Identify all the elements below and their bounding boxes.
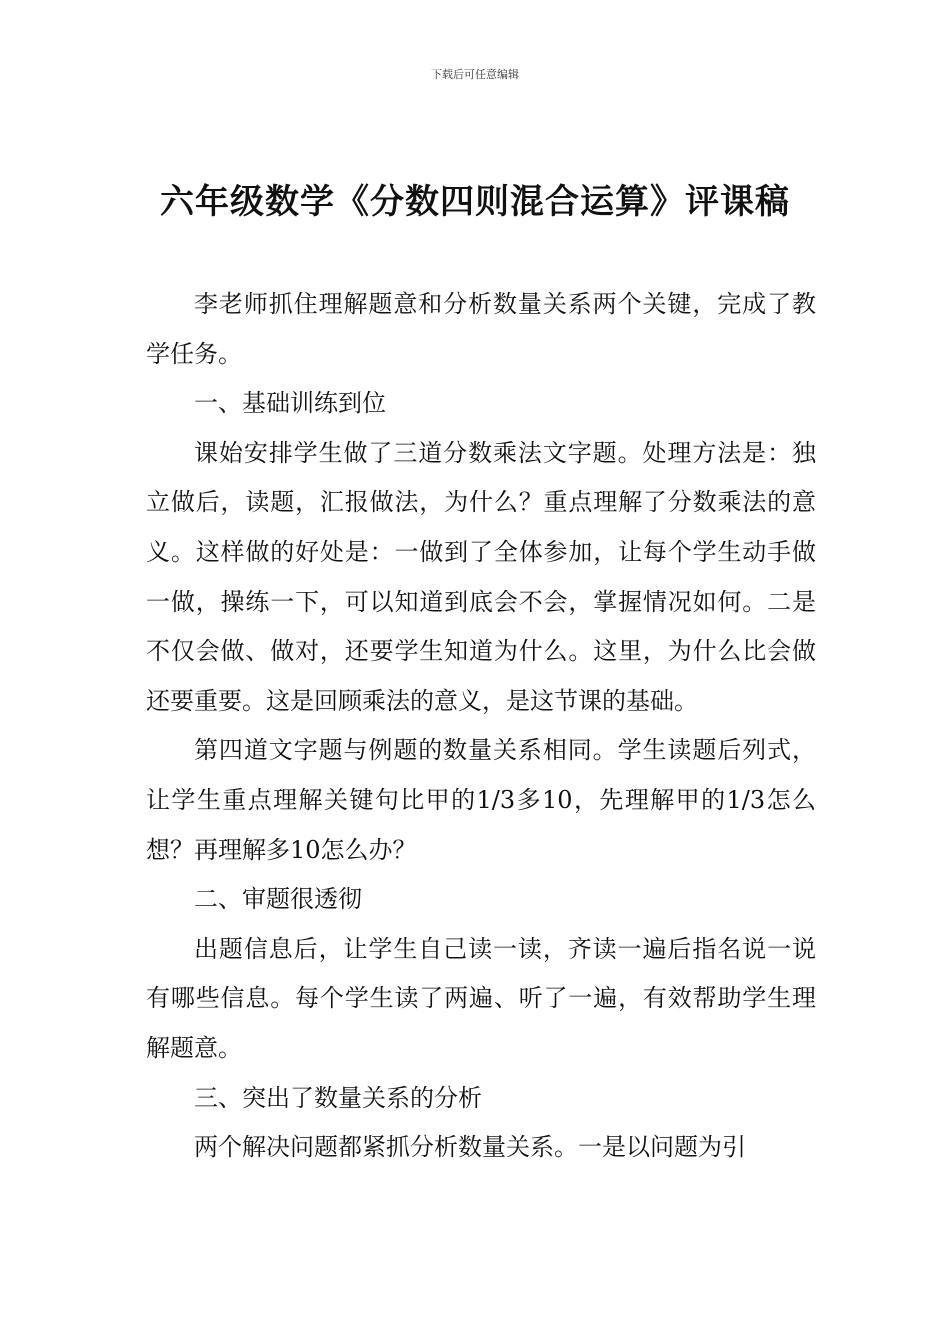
paragraph-analysis: 两个解决问题都紧抓分析数量关系。一是以问题为引 [194,1133,746,1162]
document-title: 六年级数学《分数四则混合运算》评课稿 [160,182,790,222]
section-heading-1: 一、基础训练到位 [194,389,386,418]
section-heading-2: 二、审题很透彻 [194,885,362,914]
section-heading-3: 三、突出了数量关系的分析 [194,1083,482,1112]
paragraph-fourth-problem: 第四道文字题与例题的数量关系相同。学生读题后列式，让学生重点理解关键句比甲的1/3多10，先理解甲的1/3怎么想？再理解多10怎么办？ [146,736,816,864]
paragraph-basic-training: 课始安排学生做了三道分数乘法文字题。处理方法是：独立做后，读题，汇报做法，为什么？重点理解了分数乘法的意义。这样做的好处是：一做到了全体参加，让每个学生动手做一做，操练一下，可以知道到底会不会，掌握情况如何。二是不仅会做、做对，还要学生知道为什么。这里，为什么比会做还要重要。这是回顾乘法的意义，是这节课的基础。 [146,438,816,715]
header-note: 下载后可任意编辑 [431,68,519,81]
paragraph-intro: 李老师抓住理解题意和分析数量关系两个关键，完成了教学任务。 [146,290,816,368]
document-body [146,280,816,1173]
paragraph-reading: 出题信息后，让学生自己读一读，齐读一遍后指名说一说有哪些信息。每个学生读了两遍、听了一遍，有效帮助学生理解题意。 [146,934,816,1062]
